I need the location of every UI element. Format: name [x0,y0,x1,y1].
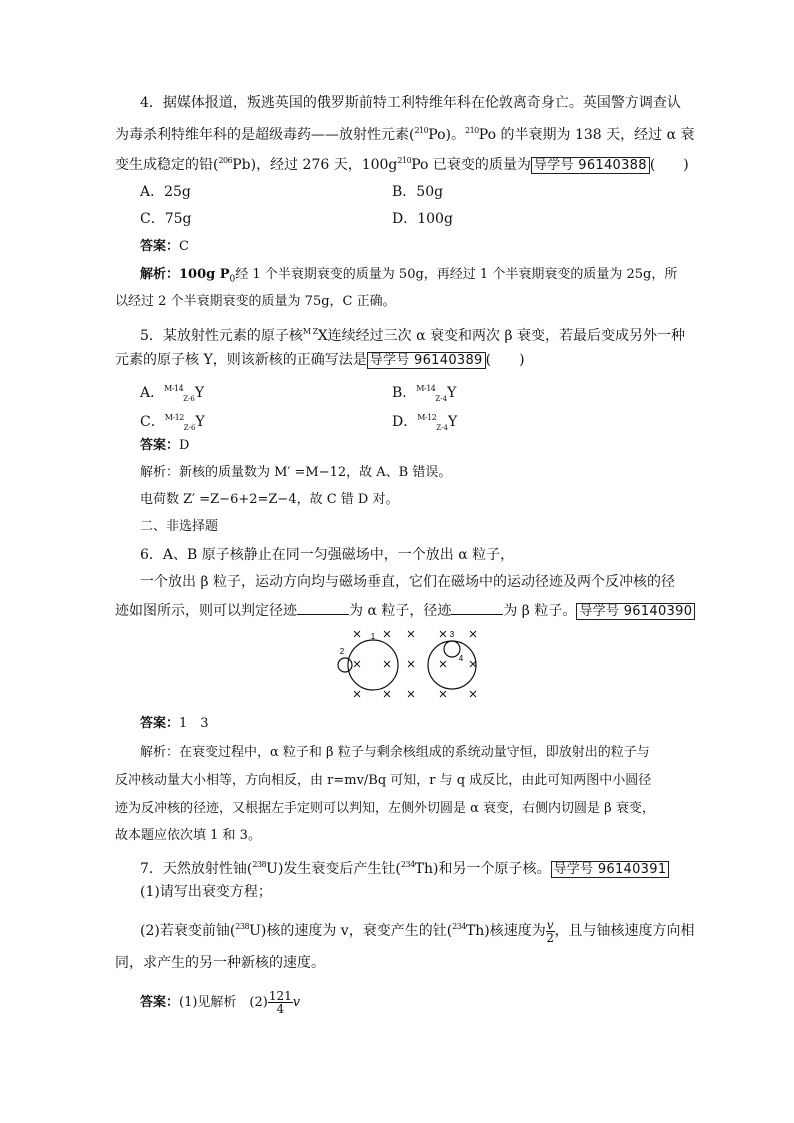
reference-number[interactable]: 导学号 96140390 [576,603,695,620]
reference-number[interactable]: 导学号 96140391 [551,861,670,878]
q4-line-3: 变生成稳定的铅($^{206}$Pb)，经过 276 天，$100g^{210}Po$ 已衰变的质量为 导学号 96140388 ( ) [115,156,689,173]
q5-analysis-1: 解析：新核的质量数为 M′ =M−12，故 A、B 错误。 [140,465,452,480]
q6-line-3: 迹如图所示，则可以判定径迹 为 α 粒子，径迹 为 β 粒子。 导学号 96140390 [115,600,684,622]
reference-number[interactable]: 导学号 96140389 [367,352,486,369]
q4-option-b[interactable]: B．50g [392,184,444,200]
velocity-fraction: $\frac{v}{2}$ [546,917,554,945]
magnetic-field-figure [330,625,490,705]
q5-line-1: 5．某放射性元素的原子核$^{M Z}$X连续经过三次 α 衰变和两次 β 衰变，若最后变成另外一种 [140,327,686,344]
track-2 [338,658,352,672]
q7-sub-2: (2)若衰变前铀($^{238}$U)核的速度为 v，衰变产生的钍($^{234}$Th)核速度为 $\frac{v}{2}$ ，且与铀核速度方向相 [140,917,695,945]
q5-line-2: 元素的原子核 Y，则该新核的正确写法是 导学号 96140389 ( ) [115,352,525,368]
reference-number[interactable]: 导学号 96140388 [531,157,650,174]
q7-line-1: 7．天然放射性铀($^{238}$U)发生衰变后产生钍($^{234}$Th)和另一个原子核。 导学号 96140391 [140,855,684,880]
q4-answer: 答案：C [140,239,189,254]
q5-option-d[interactable]: D．$^{M-12}_{Z-4}$Y [392,413,458,432]
q7-sub-2-cont: 同，求产生的另一种新核的速度。 [115,955,325,971]
q6-analysis-2: 反冲核动量大小相等，方向相反，由 r=mv/Bq 可知，r 与 q 成反比，由此可知两图中小圆径 [115,773,652,788]
q4-line-1: 4．据媒体报道，叛逃英国的俄罗斯前特工利特维年科在伦敦离奇身亡。英国警方调查认 [140,95,681,111]
q4-option-c[interactable]: C．75g [140,211,192,227]
q6-analysis-1: 解析：在衰变过程中，α 粒子和 β 粒子与剩余核组成的系统动量守恒，即放射出的粒子与 [140,745,650,760]
q6-line-1: 6．A、B 原子核静止在同一匀强磁场中，一个放出 α 粒子， [140,547,515,563]
q6-line-2: 一个放出 β 粒子，运动方向均与磁场垂直，它们在磁场中的运动径迹及两个反冲核的径 [140,574,675,590]
q4-analysis-2: 以经过 2 个半衰期衰变的质量为 75g，C 正确。 [115,294,396,309]
q7-sub-1: (1)请写出衰变方程； [140,884,272,900]
q6-analysis-4: 故本题应依次填 1 和 3。 [115,828,261,843]
q4-option-d[interactable]: D．100g [392,211,453,227]
section-title: 二、非选择题 [140,519,219,534]
answer-blank-2[interactable] [451,600,503,615]
q4-option-a[interactable]: A．25g [140,184,191,200]
q6-analysis-3: 迹为反冲核的径迹，又根据左手定则可以判知，左侧外切圆是 α 衰变，右侧内切圆是 β 衰变， [115,801,655,816]
q5-option-a[interactable]: A．$^{M-14}_{Z-6}$Y [140,384,205,403]
q5-analysis-2: 电荷数 Z′ =Z−6+2=Z−4，故 C 错 D 对。 [140,492,399,507]
q5-answer: 答案：D [140,438,190,453]
q6-answer: 答案：1 3 [140,716,209,731]
q4-line-2: 为毒杀利特维年科的是超级毒药——放射性元素($^{210}$Po)。$^{210}$Po 的半衰期为 138 天，经过 α 衰 [115,126,695,143]
label-2: 2 [339,647,345,656]
label-3: 3 [449,630,455,639]
track-4 [444,641,460,657]
q4-analysis-1: 解析：100g $P_0$经 1 个半衰期衰变的质量为 50g，再经过 1 个半衰期衰变的质量为 25g，所 [140,267,678,285]
answer-blank-1[interactable] [297,600,349,615]
label-4: 4 [458,654,464,663]
answer-fraction: $\frac{121}{4}$ [268,989,292,1016]
q7-answer: 答案：(1)见解析 (2) $\frac{121}{4}$ v [140,989,301,1016]
q5-option-c[interactable]: C．$^{M-12}_{Z-6}$Y [140,413,205,432]
track-3 [428,641,476,689]
label-1: 1 [370,632,376,641]
q5-option-b[interactable]: B．$^{M-14}_{Z-4}$Y [392,384,457,403]
